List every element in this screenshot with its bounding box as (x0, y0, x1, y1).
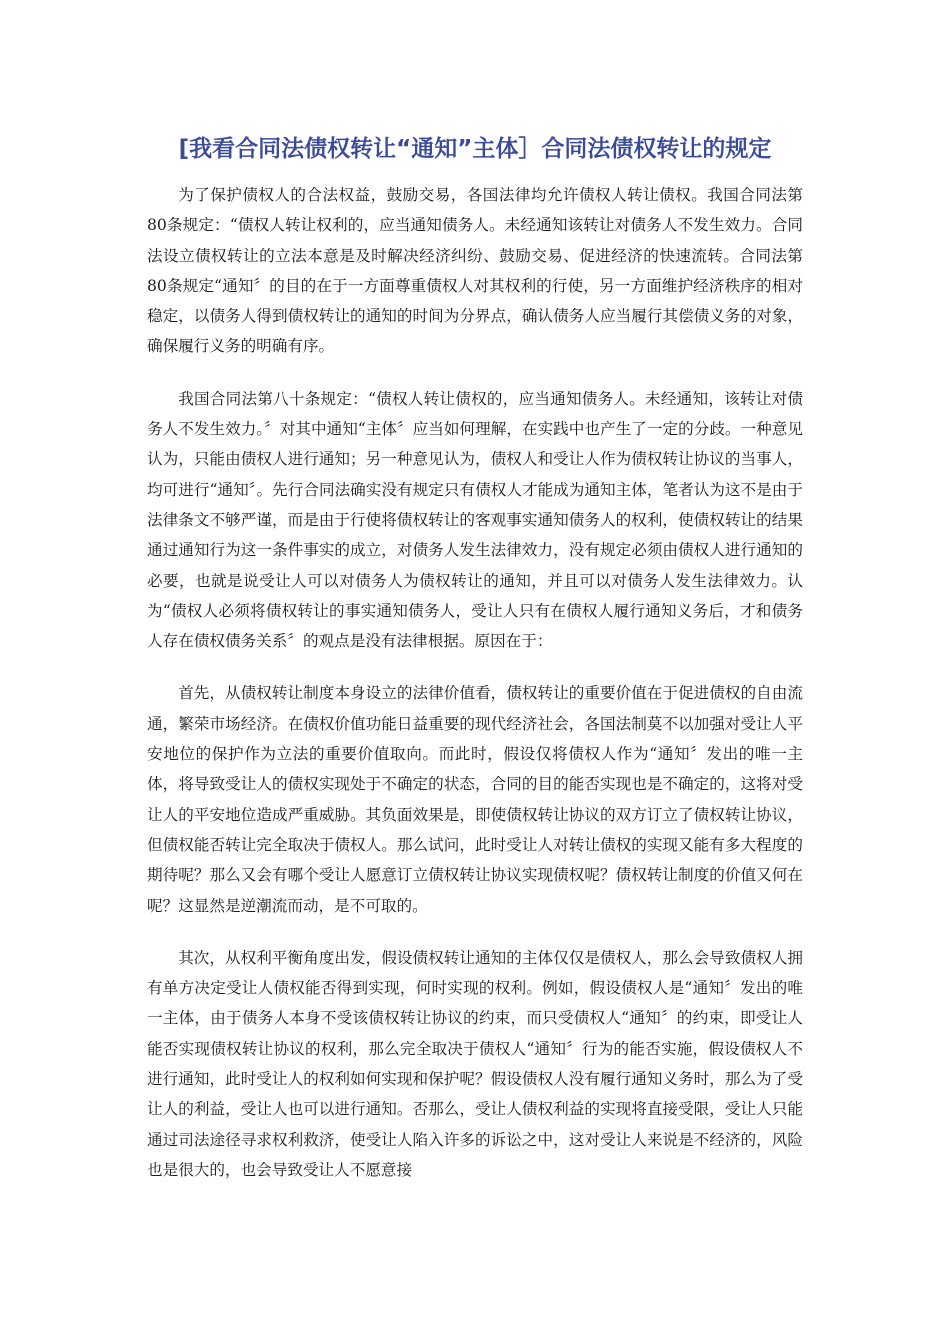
paragraph-4: 其次，从权利平衡角度出发，假设债权转让通知的主体仅仅是债权人，那么会导致债权人拥有单方决定受让人债权能否得到实现，何时实现的权利。例如，假设债权人是“通知〞发出的唯一主体，由于债务人本身不受该债权转让协议的约束，而只受债权人“通知〞的约束，即受让人能否实现债权转让协议的权利，那么完全取决于债权人“通知〞行为的能否实施，假设债权人不进行通知，此时受让人的权利如何实现和保护呢？假设债权人没有履行通知义务时，那么为了受让人的利益，受让人也可以进行通知。否那么，受让人债权利益的实现将直接受限，受让人只能通过司法途径寻求权利救济，使受让人陷入许多的诉讼之中，这对受让人来说是不经济的，风险也是很大的，也会导致受让人不愿意接 (147, 948, 803, 1179)
paragraph-3: 首先，从债权转让制度本身设立的法律价值看，债权转让的重要价值在于促进债权的自由流通，繁荣市场经济。在债权价值功能日益重要的现代经济社会，各国法制莫不以加强对受让人平安地位的保护作为立法的重要价值取向。而此时，假设仅将债权人作为“通知〞发出的唯一主体，将导致受让人的债权实现处于不确定的状态，合同的目的能否实现也是不确定的，这将对受让人的平安地位造成严重威胁。其负面效果是，即使债权转让协议的双方订立了债权转让协议，但债权能否转让完全取决于债权人。那么试问，此时受让人对转让债权的实现又能有多大程度的期待呢？那么又会有哪个受让人愿意订立债权转让协议实现债权呢？债权转让制度的价值又何在呢？这显然是逆潮流而动，是不可取的。 (147, 684, 803, 915)
paragraph-1: 为了保护债权人的合法权益，鼓励交易，各国法律均允许债权人转让债权。我国合同法第80条规定：“债权人转让权利的，应当通知债务人。未经通知该转让对债务人不发生效力。合同法设立债权转让的立法本意是及时解决经济纠纷、鼓励交易、促进经济的快速流转。合同法第80条规定“通知〞的目的在于一方面尊重债权人对其权利的行使，另一方面维护经济秩序的相对稳定，以债务人得到债权转让的通知的时间为分界点，确认债务人应当履行其偿债义务的对象，确保履行义务的明确有序。 (147, 186, 803, 356)
document-body (147, 180, 803, 1207)
paragraph-2: 我国合同法第八十条规定：“债权人转让债权的，应当通知债务人。未经通知，该转让对债务人不发生效力。〞对其中通知“主体〞应当如何理解，在实践中也产生了一定的分歧。一种意见认为，只能由债权人进行通知；另一种意见认为，债权人和受让人作为债权转让协议的当事人，均可进行“通知〞。先行合同法确实没有规定只有债权人才能成为通知主体，笔者认为这不是由于法律条文不够严谨，而是由于行使将债权转让的客观事实通知债务人的权利，使债权转让的结果通过通知行为这一条件事实的成立，对债务人发生法律效力，没有规定必须由债权人进行通知的必要，也就是说受让人可以对债务人为债权转让的通知，并且可以对债务人发生法律效力。认为“债权人必须将债权转让的事实通知债务人，受让人只有在债权人履行通知义务后，才和债务人存在债权债务关系〞的观点是没有法律根据。原因在于： (147, 389, 803, 651)
document-title: [我看合同法债权转让“通知”主体］合同法债权转让的规定 (178, 136, 772, 162)
